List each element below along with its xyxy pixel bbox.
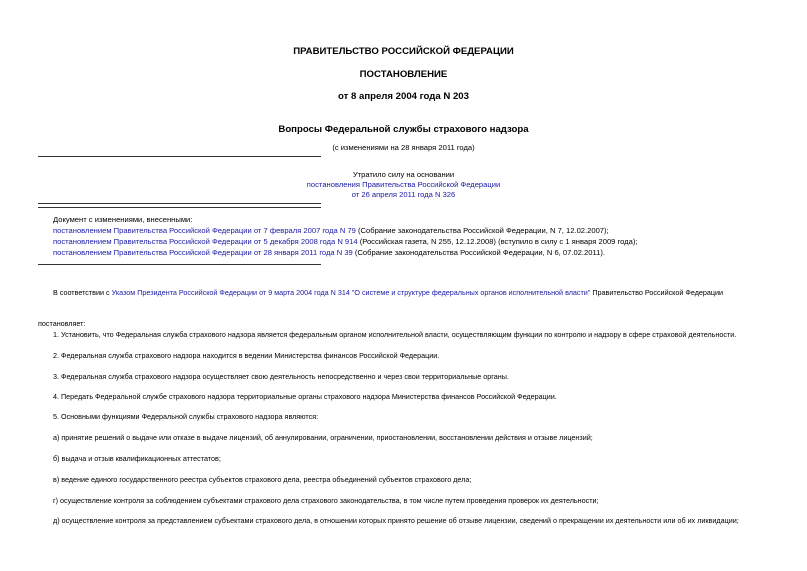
paragraph-3: 3. Федеральная служба страхового надзора осуществляет свою деятельность непосредственно и через свои территориальные органы. (53, 372, 509, 381)
amendment-date-note: (с изменениями на 28 января 2011 года) (332, 143, 475, 152)
paragraph-2: 2. Федеральная служба страхового надзора находится в ведении Министерства финансов Российской Федерации. (53, 351, 440, 360)
amendment-item (53, 248, 605, 257)
government-heading: ПРАВИТЕЛЬСТВО РОССИЙСКОЙ ФЕДЕРАЦИИ (293, 46, 514, 57)
document-title: Вопросы Федеральной службы страхового надзора (278, 124, 529, 135)
amendment-link[interactable]: постановлением Правительства Российской Федерации от 28 января 2011 года N 39 (53, 248, 353, 257)
amendment-source: (Собрание законодательства Российской Федерации, N 7, 12.02.2007); (355, 226, 609, 235)
divider (38, 264, 321, 265)
paragraph-4: 4. Передать Федеральной службе страхового надзора территориальные органы страхового надзора Министерства финансов Российской Федерации. (53, 392, 557, 401)
document-date-number: от 8 апреля 2004 года N 203 (338, 91, 469, 102)
paragraph-5: 5. Основными функциями Федеральной службы страхового надзора являются: (53, 412, 319, 421)
presidential-decree-link[interactable]: Указом Президента Российской Федерации от 9 марта 2004 года N 314 "О системе и структуре федеральных органов исполнительной власти" (111, 288, 591, 297)
amendment-link[interactable]: постановлением Правительства Российской Федерации от 7 февраля 2007 года N 79 (53, 226, 356, 235)
preamble-paragraph (53, 288, 723, 297)
paragraph-5a: а) принятие решений о выдаче или отказе в выдаче лицензий, об аннулировании, ограничении, приостановлении, восстановлении действия и отзыве лицензий; (53, 433, 593, 442)
divider (38, 207, 321, 208)
document-type: ПОСТАНОВЛЕНИЕ (359, 69, 448, 80)
paragraph-5d: г) осуществление контроля за соблюдением субъектами страхового дела страхового законодательства, в том числе путем проведения проверок их деятельности; (53, 496, 599, 505)
paragraph-5c: в) ведение единого государственного реестра субъектов страхового дела, реестра объединений субъектов страхового дела; (53, 475, 472, 484)
decrees-word: постановляет: (38, 319, 86, 328)
amendment-item (53, 237, 637, 246)
amendments-intro: Документ с изменениями, внесенными: (53, 215, 193, 224)
repeal-link-line2[interactable]: от 26 апреля 2011 года N 326 (351, 190, 456, 199)
preamble-prefix: В соответствии с (53, 288, 112, 297)
divider (38, 156, 321, 157)
repeal-notice: Утратило силу на основании (352, 170, 455, 179)
amendment-link[interactable]: постановлением Правительства Российской Федерации от 5 декабря 2008 года N 914 (53, 237, 358, 246)
preamble-suffix: Правительство Российской Федерации (590, 288, 724, 297)
paragraph-1: 1. Установить, что Федеральная служба страхового надзора является федеральным органом исполнительной власти, осуществляющим функции по контролю и надзору в сфере страховой деятельности. (53, 330, 737, 339)
paragraph-5b: б) выдача и отзыв квалификационных аттестатов; (53, 454, 221, 463)
repeal-link-line1[interactable]: постановления Правительства Российской Федерации (306, 180, 501, 189)
paragraph-5e: д) осуществление контроля за представлением субъектами страхового дела, в отношении которых принято решение об отзыве лицензии, сведений о прекращении их деятельности или об их ликвидации; (53, 516, 739, 525)
amendment-source: (Собрание законодательства Российской Федерации, N 6, 07.02.2011). (352, 248, 605, 257)
amendment-source: (Российская газета, N 255, 12.12.2008) (вступило в силу с 1 января 2009 года); (357, 237, 638, 246)
divider (38, 203, 321, 204)
amendment-item (53, 226, 609, 235)
